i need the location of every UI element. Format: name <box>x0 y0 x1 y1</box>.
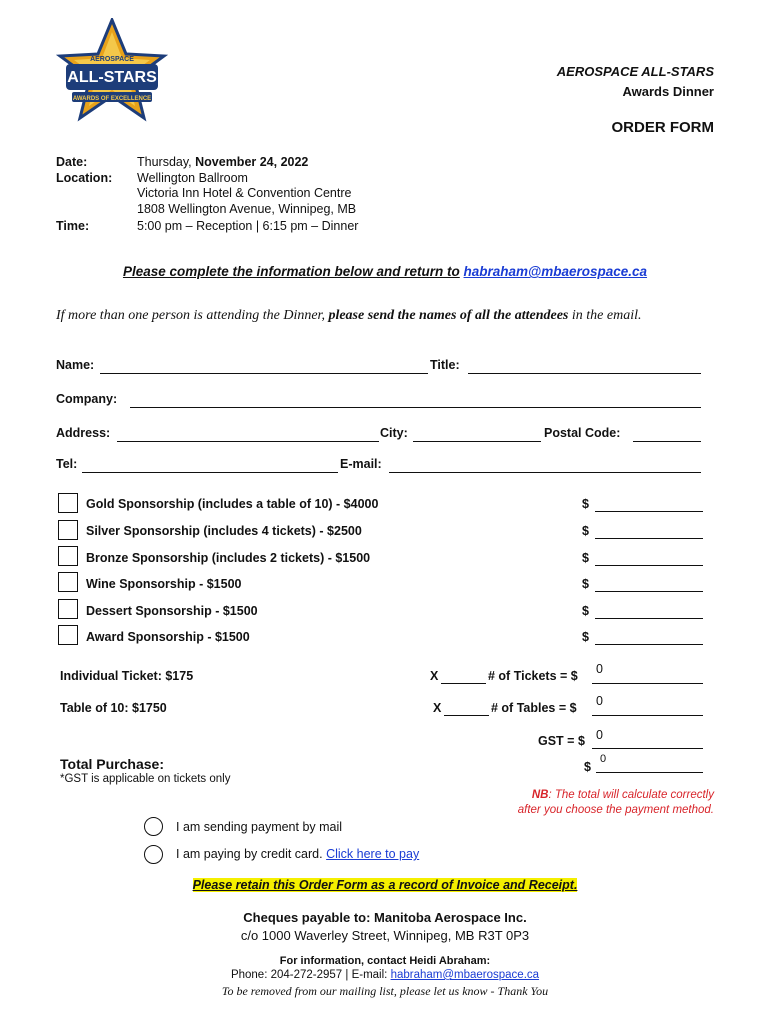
contact-email-link[interactable]: habraham@mbaerospace.ca <box>390 969 540 981</box>
pay-by-card-radio[interactable] <box>144 845 163 864</box>
title-field[interactable] <box>468 358 701 374</box>
date-day: Thursday, <box>137 155 196 169</box>
event-subtitle: Awards Dinner <box>622 84 714 99</box>
star-logo-icon <box>56 18 168 122</box>
tickets-amount <box>592 669 703 684</box>
dollar-sign: $ <box>582 604 589 618</box>
tables-amount <box>592 701 703 716</box>
instructions <box>0 264 770 279</box>
nb-label: NB <box>531 789 549 801</box>
svg-text:ALL-STARS: ALL-STARS <box>67 69 157 86</box>
form-title: ORDER FORM <box>611 119 714 136</box>
svg-text:AEROSPACE: AEROSPACE <box>90 56 134 63</box>
address-field[interactable] <box>117 426 379 442</box>
city-label: City: <box>380 426 408 440</box>
nb-line-1: : The total will calculate correctly <box>548 789 714 801</box>
ticket-quantity-field[interactable] <box>441 669 486 684</box>
nb-note-line-1 <box>532 788 714 803</box>
award-sponsorship-amount[interactable] <box>595 630 703 645</box>
location-line-3: 1808 Wellington Avenue, Winnipeg, MB <box>137 202 357 216</box>
dessert-sponsorship-checkbox[interactable] <box>58 599 78 619</box>
date-value <box>137 155 308 169</box>
location-line-2: Victoria Inn Hotel & Convention Centre <box>137 186 352 200</box>
pay-by-card-text: I am paying by credit card. <box>176 847 323 861</box>
wine-sponsorship-label: Wine Sponsorship - $1500 <box>86 577 242 591</box>
pay-by-mail-radio[interactable] <box>144 817 163 836</box>
dessert-sponsorship-amount[interactable] <box>595 604 703 619</box>
event-title: AEROSPACE ALL-STARS <box>556 64 714 79</box>
gst-amount <box>592 734 703 749</box>
gst-label: GST = $ <box>538 734 585 748</box>
postal-field[interactable] <box>633 426 701 442</box>
contact-title: For information, contact Heidi Abraham: <box>279 955 491 967</box>
bronze-sponsorship-checkbox[interactable] <box>58 546 78 566</box>
award-sponsorship-checkbox[interactable] <box>58 625 78 645</box>
silver-sponsorship-checkbox[interactable] <box>58 520 78 540</box>
tickets-amount-value: 0 <box>596 662 603 676</box>
cheques-payable: Cheques payable to: Manitoba Aerospace Inc. <box>243 910 527 925</box>
award-sponsorship-label: Award Sponsorship - $1500 <box>86 630 250 644</box>
contact-phone <box>0 969 770 981</box>
bronze-sponsorship-label: Bronze Sponsorship (includes 2 tickets) - $1500 <box>86 551 371 565</box>
location-line-1: Wellington Ballroom <box>137 171 248 185</box>
retain-notice <box>0 878 770 892</box>
dollar-sign: $ <box>584 760 591 774</box>
dollar-sign: $ <box>582 497 589 511</box>
cheques-address: c/o 1000 Waverley Street, Winnipeg, MB R3T 0P3 <box>240 928 530 943</box>
tickets-equals-label: # of Tickets = $ <box>488 669 578 683</box>
instructions-text: Please complete the information below and return to <box>122 264 460 279</box>
location-label: Location: <box>56 171 113 185</box>
dollar-sign: $ <box>582 524 589 538</box>
wine-sponsorship-amount[interactable] <box>595 577 703 592</box>
total-purchase-label: Total Purchase: <box>60 756 164 772</box>
name-label: Name: <box>56 358 95 372</box>
individual-ticket-label: Individual Ticket: $175 <box>60 669 194 683</box>
nb-note-line-2: after you choose the payment method. <box>517 804 714 816</box>
pay-by-card-label <box>176 847 419 861</box>
date-date: November 24, 2022 <box>195 155 309 169</box>
individual-x: X <box>430 669 439 683</box>
bronze-sponsorship-amount[interactable] <box>595 551 703 566</box>
postal-label: Postal Code: <box>544 426 621 440</box>
click-to-pay-link[interactable]: Click here to pay <box>326 847 420 861</box>
instructions-email-link[interactable]: habraham@mbaerospace.ca <box>463 264 648 279</box>
title-label: Title: <box>430 358 460 372</box>
dollar-sign: $ <box>582 577 589 591</box>
gold-sponsorship-amount[interactable] <box>595 497 703 512</box>
dollar-sign: $ <box>582 630 589 644</box>
email-label: E-mail: <box>340 457 382 471</box>
table-label: Table of 10: $1750 <box>60 701 167 715</box>
time-label: Time: <box>56 219 90 233</box>
tables-equals-label: # of Tables = $ <box>491 701 577 715</box>
note-bold: please send the names of all the attendees <box>328 308 569 323</box>
gst-note: *GST is applicable on tickets only <box>60 773 231 785</box>
pay-by-mail-label: I am sending payment by mail <box>176 820 343 834</box>
attendees-note <box>56 308 642 324</box>
note-prefix: If more than one person is attending the Dinner, <box>56 308 329 323</box>
wine-sponsorship-checkbox[interactable] <box>58 572 78 592</box>
name-field[interactable] <box>100 358 428 374</box>
total-amount-value: 0 <box>600 753 607 765</box>
date-label: Date: <box>56 155 88 169</box>
time-value: 5:00 pm – Reception | 6:15 pm – Dinner <box>137 219 359 233</box>
tel-field[interactable] <box>82 457 338 473</box>
all-stars-logo <box>56 18 168 122</box>
contact-phone-text: Phone: 204-272-2957 | E-mail: <box>230 969 391 981</box>
tel-label: Tel: <box>56 457 78 471</box>
table-quantity-field[interactable] <box>444 701 489 716</box>
silver-sponsorship-amount[interactable] <box>595 524 703 539</box>
note-suffix: in the email. <box>568 308 642 323</box>
dollar-sign: $ <box>582 551 589 565</box>
company-label: Company: <box>56 392 118 406</box>
total-amount <box>596 758 703 773</box>
table-x: X <box>433 701 442 715</box>
gold-sponsorship-checkbox[interactable] <box>58 493 78 513</box>
dessert-sponsorship-label: Dessert Sponsorship - $1500 <box>86 604 258 618</box>
gold-sponsorship-label: Gold Sponsorship (includes a table of 10) - $4000 <box>86 497 379 511</box>
unsubscribe-note: To be removed from our mailing list, please let us know - Thank You <box>221 984 549 998</box>
gst-amount-value: 0 <box>596 728 603 742</box>
city-field[interactable] <box>413 426 541 442</box>
svg-text:AWARDS OF EXCELLENCE: AWARDS OF EXCELLENCE <box>72 96 152 102</box>
retain-text: Please retain this Order Form as a record of Invoice and Receipt. <box>192 878 578 892</box>
silver-sponsorship-label: Silver Sponsorship (includes 4 tickets) - $2500 <box>86 524 362 538</box>
email-field[interactable] <box>389 457 701 473</box>
address-label: Address: <box>56 426 111 440</box>
tables-amount-value: 0 <box>596 694 603 708</box>
company-field[interactable] <box>130 392 701 408</box>
